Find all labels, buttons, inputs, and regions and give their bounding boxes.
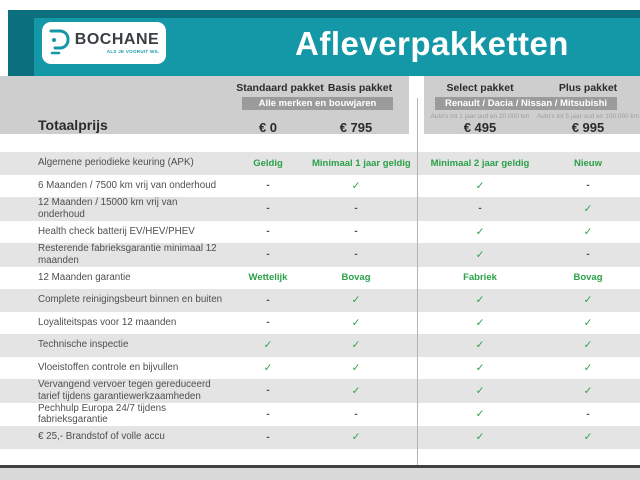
- row-label: Vervangend vervoer tegen gereduceerd tarief tijdens garantiewerkzaamheden: [38, 379, 211, 402]
- cell-plus: -: [586, 249, 590, 261]
- row-label: Resterende fabrieksgarantie minimaal 12 maanden: [38, 243, 217, 266]
- cell-plus: Nieuw: [574, 157, 602, 169]
- row-label: Complete reinigingsbeurt binnen en buiten: [38, 294, 223, 306]
- cell-select-check-icon: ✓: [475, 179, 485, 192]
- cell-plus-check-icon: ✓: [583, 384, 593, 397]
- cell-standaard: -: [266, 408, 270, 420]
- bottom-strip: [0, 468, 640, 480]
- table-row: [0, 152, 640, 175]
- cell-select: Fabriek: [463, 272, 497, 284]
- table-row: [0, 334, 640, 357]
- cell-select-check-icon: ✓: [475, 294, 485, 307]
- cell-plus-check-icon: ✓: [583, 339, 593, 352]
- table-row: [0, 403, 640, 427]
- column-group-divider: [417, 98, 418, 465]
- cell-standaard-check-icon: ✓: [263, 339, 273, 352]
- cell-plus-check-icon: ✓: [583, 316, 593, 329]
- cell-plus-check-icon: ✓: [583, 202, 593, 215]
- cell-standaard: -: [266, 385, 270, 397]
- row-label: Technische inspectie: [38, 339, 129, 351]
- table-row: [0, 379, 640, 403]
- cell-plus: -: [586, 180, 590, 192]
- price-basis: € 795: [339, 120, 373, 135]
- column-header-standaard: Standaard pakket: [236, 82, 324, 94]
- brand-name: BOCHANE: [74, 30, 160, 48]
- cell-standaard: Geldig: [253, 157, 283, 169]
- row-label: Loyaliteitspas voor 12 maanden: [38, 316, 177, 328]
- cell-select-check-icon: ✓: [475, 316, 485, 329]
- plus-package-condition-note: Auto's tot 5 jaar oud en 100.000 km: [536, 113, 640, 120]
- row-label: Pechhulp Europa 24/7 tijdens fabrieksgarantie: [38, 402, 166, 426]
- cell-basis-check-icon: ✓: [351, 361, 361, 374]
- package-header-band: [0, 76, 640, 134]
- column-header-select: Select pakket: [446, 82, 514, 94]
- cell-basis: -: [354, 249, 358, 261]
- cell-basis: -: [354, 226, 358, 238]
- cell-basis-check-icon: ✓: [351, 384, 361, 397]
- column-header-plus: Plus pakket: [558, 82, 618, 94]
- cell-select-check-icon: ✓: [475, 225, 485, 238]
- table-row: [0, 312, 640, 335]
- table-row: [0, 243, 640, 267]
- cell-plus-check-icon: ✓: [583, 361, 593, 374]
- cell-select-check-icon: ✓: [475, 408, 485, 421]
- price-plus: € 995: [571, 120, 605, 135]
- cell-basis-check-icon: ✓: [351, 179, 361, 192]
- cell-standaard-check-icon: ✓: [263, 361, 273, 374]
- cell-select-check-icon: ✓: [475, 248, 485, 261]
- cell-basis: -: [354, 203, 358, 215]
- cell-standaard: -: [266, 226, 270, 238]
- cell-plus: -: [586, 408, 590, 420]
- row-label: 12 Maanden garantie: [38, 271, 131, 283]
- header-band: [8, 10, 640, 76]
- cell-standaard: -: [266, 249, 270, 261]
- table-row: [0, 175, 640, 198]
- total-price-label: Totaalprijs: [38, 117, 108, 133]
- table-row: [0, 357, 640, 380]
- table-row: [0, 289, 640, 312]
- cell-plus-check-icon: ✓: [583, 431, 593, 444]
- feature-table: [0, 152, 640, 449]
- cell-select-check-icon: ✓: [475, 431, 485, 444]
- cell-select: Minimaal 2 jaar geldig: [430, 157, 530, 169]
- cell-basis: Minimaal 1 jaar geldig: [312, 157, 411, 169]
- row-label: Algemene periodieke keuring (APK): [38, 157, 194, 169]
- cell-select-check-icon: ✓: [475, 361, 485, 374]
- brand-logo: [42, 22, 166, 64]
- table-row: [0, 221, 640, 244]
- cell-plus-check-icon: ✓: [583, 225, 593, 238]
- select-package-condition-note: Auto's tot 1 jaar oud en 20.000 km: [430, 113, 530, 120]
- cell-basis: -: [354, 408, 358, 420]
- cell-standaard: -: [266, 203, 270, 215]
- cell-basis-check-icon: ✓: [351, 294, 361, 307]
- row-label: Health check batterij EV/HEV/PHEV: [38, 225, 195, 237]
- cell-select: -: [478, 203, 482, 215]
- cell-standaard: Wettelijk: [248, 272, 288, 284]
- price-standaard: € 0: [258, 120, 278, 135]
- cell-select-check-icon: ✓: [475, 339, 485, 352]
- row-label: Vloeistoffen controle en bijvullen: [38, 361, 179, 373]
- cell-standaard: -: [266, 431, 270, 443]
- cell-standaard: -: [266, 180, 270, 192]
- price-select: € 495: [463, 120, 497, 135]
- group-badge-all-brands: Alle merken en bouwjaren: [242, 97, 393, 110]
- brand-tagline: ALS JE VOORUIT WIL: [106, 49, 160, 55]
- cell-standaard: -: [266, 294, 270, 306]
- cell-basis: Bovag: [341, 272, 371, 284]
- table-row: [0, 426, 640, 449]
- table-row: [0, 197, 640, 221]
- group-badge-renault-dacia-nissan-mitsubishi: Renault / Dacia / Nissan / Mitsubishi: [435, 97, 617, 110]
- bochane-logo-icon: [49, 26, 71, 61]
- cell-plus: Bovag: [573, 272, 603, 284]
- table-row: [0, 267, 640, 290]
- brand-logo-text: [75, 32, 159, 55]
- cell-plus-check-icon: ✓: [583, 294, 593, 307]
- row-label: € 25,- Brandstof of volle accu: [38, 431, 165, 443]
- row-label: 6 Maanden / 7500 km vrij van onderhoud: [38, 179, 217, 191]
- cell-basis-check-icon: ✓: [351, 316, 361, 329]
- page-title: Afleverpakketten: [295, 25, 569, 62]
- column-header-basis: Basis pakket: [327, 82, 393, 94]
- cell-select-check-icon: ✓: [475, 384, 485, 397]
- cell-standaard: -: [266, 317, 270, 329]
- cell-basis-check-icon: ✓: [351, 431, 361, 444]
- row-label: 12 Maanden / 15000 km vrij van onderhoud: [38, 197, 178, 220]
- cell-basis-check-icon: ✓: [351, 339, 361, 352]
